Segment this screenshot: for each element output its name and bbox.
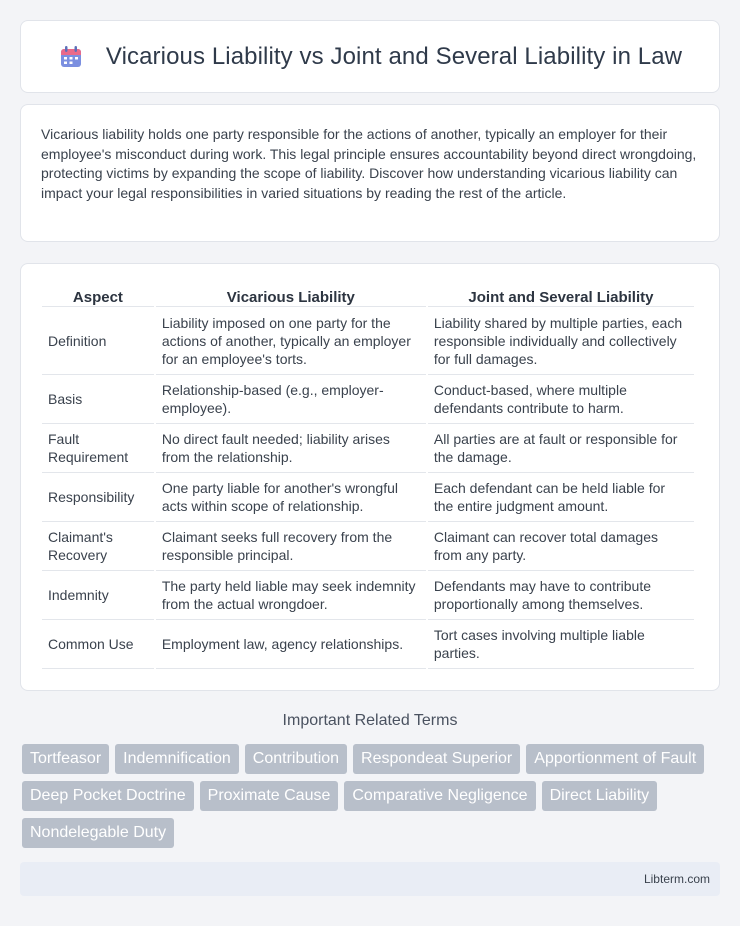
vicarious-cell: No direct fault needed; liability arises from the relationship. xyxy=(156,424,426,473)
vicarious-cell: Employment law, agency relationships. xyxy=(156,620,426,669)
table-row xyxy=(42,424,694,473)
term-tag[interactable]: Tortfeasor xyxy=(22,744,109,774)
table-row xyxy=(42,620,694,669)
term-tag[interactable]: Comparative Negligence xyxy=(344,781,535,811)
joint-cell: Each defendant can be held liable for the entire judgment amount. xyxy=(428,473,694,522)
intro-text: Vicarious liability holds one party responsible for the actions of another, typically an employer for their employee's misconduct during work. This legal principle ensures accountability beyond direct wrongdoing, protecting victims by expanding the scope of liability. Discover how understanding vicarious liability can impact your legal responsibilities in varied situations by reading the rest of the article. xyxy=(41,126,697,201)
joint-cell: Conduct-based, where multiple defendants contribute to harm. xyxy=(428,375,694,424)
vicarious-cell: One party liable for another's wrongful acts within scope of relationship. xyxy=(156,473,426,522)
footer xyxy=(20,862,720,896)
intro-card xyxy=(20,104,720,242)
joint-cell: Liability shared by multiple parties, each responsible individually and collectively for full damages. xyxy=(428,307,694,375)
table-header-row xyxy=(42,285,694,307)
term-tag[interactable]: Apportionment of Fault xyxy=(526,744,704,774)
aspect-cell: Fault Requirement xyxy=(42,424,154,473)
vicarious-cell: Claimant seeks full recovery from the responsible principal. xyxy=(156,522,426,571)
joint-cell: All parties are at fault or responsible for the damage. xyxy=(428,424,694,473)
joint-cell: Defendants may have to contribute proportionally among themselves. xyxy=(428,571,694,620)
comparison-table xyxy=(40,285,696,669)
term-tag[interactable]: Deep Pocket Doctrine xyxy=(22,781,194,811)
term-tag[interactable]: Contribution xyxy=(245,744,347,774)
joint-cell: Claimant can recover total damages from any party. xyxy=(428,522,694,571)
term-tag[interactable]: Nondelegable Duty xyxy=(22,818,174,848)
vicarious-cell: Relationship-based (e.g., employer-employee). xyxy=(156,375,426,424)
aspect-cell: Indemnity xyxy=(42,571,154,620)
term-tag[interactable]: Respondeat Superior xyxy=(353,744,520,774)
table-row xyxy=(42,307,694,375)
vicarious-cell: The party held liable may seek indemnity from the actual wrongdoer. xyxy=(156,571,426,620)
vicarious-cell: Liability imposed on one party for the actions of another, typically an employer for an employee's torts. xyxy=(156,307,426,375)
related-terms-title: Important Related Terms xyxy=(282,712,458,729)
column-header: Aspect xyxy=(42,285,154,307)
header-card xyxy=(20,20,720,93)
calendar-icon xyxy=(58,44,84,70)
table-row xyxy=(42,473,694,522)
aspect-cell: Responsibility xyxy=(42,473,154,522)
aspect-cell: Basis xyxy=(42,375,154,424)
table-row xyxy=(42,571,694,620)
related-terms-list xyxy=(22,744,722,848)
table-row xyxy=(42,375,694,424)
aspect-cell: Claimant's Recovery xyxy=(42,522,154,571)
term-tag[interactable]: Indemnification xyxy=(115,744,239,774)
column-header: Vicarious Liability xyxy=(156,285,426,307)
comparison-table-card xyxy=(20,263,720,691)
term-tag[interactable]: Proximate Cause xyxy=(200,781,339,811)
footer-site-link[interactable]: Libterm.com xyxy=(643,872,710,886)
column-header: Joint and Several Liability xyxy=(428,285,694,307)
table-row xyxy=(42,522,694,571)
aspect-cell: Definition xyxy=(42,307,154,375)
page-title: Vicarious Liability vs Joint and Several Liability in Law xyxy=(105,42,683,70)
term-tag[interactable]: Direct Liability xyxy=(542,781,658,811)
aspect-cell: Common Use xyxy=(42,620,154,669)
joint-cell: Tort cases involving multiple liable parties. xyxy=(428,620,694,669)
